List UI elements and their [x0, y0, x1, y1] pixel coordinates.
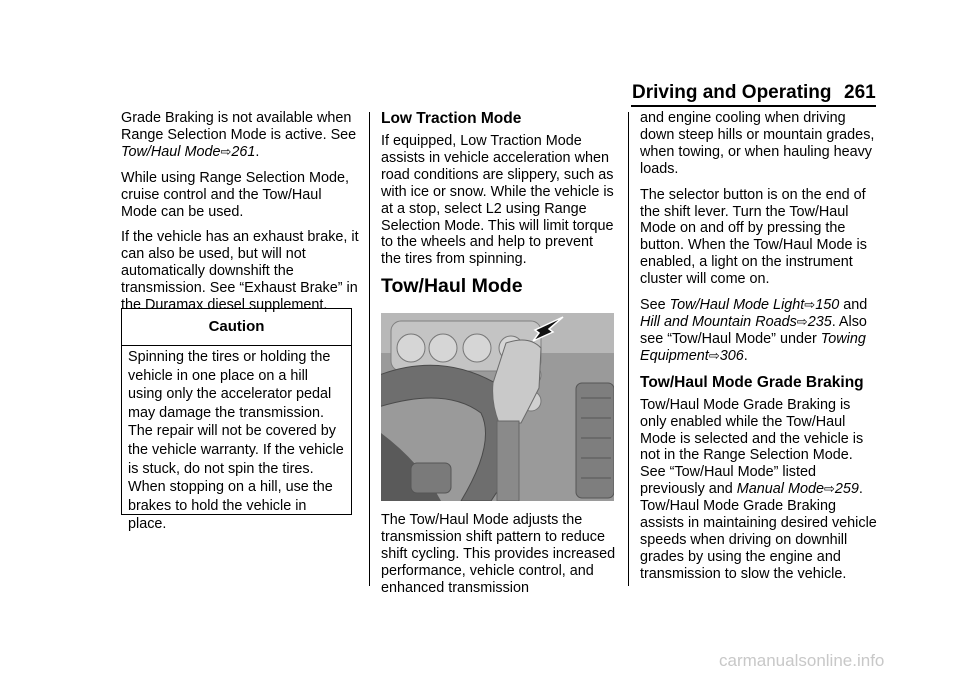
paragraph-text: See [640, 297, 670, 314]
paragraph-grade-braking-detail [640, 397, 880, 583]
heading-tow-haul-mode: Tow/Haul Mode [381, 275, 523, 297]
paragraph-cruise-control: While using Range Selection Mode, cruise control and the Tow/Haul Mode can be used. [121, 169, 349, 220]
caution-title: Caution [208, 318, 265, 335]
paragraph-see-also [640, 297, 880, 365]
paragraph-text: Tow/Haul Mode Grade Braking is only enabled while the Tow/Haul Mode is selected and the vehicle is not in the Range Selection Mode. See “Tow/Haul Mode” listed previously and [640, 396, 864, 498]
column-divider-2 [628, 112, 629, 586]
page-number: 261 [844, 82, 876, 103]
page-ref-arrow-icon: ⇨ [708, 347, 720, 363]
paragraph-text: and [839, 297, 868, 314]
column-1 [121, 110, 359, 323]
paragraph-selector-button: The selector button is on the end of the shift lever. Turn the Tow/Haul Mode on and off by pressing the button. When the Tow/Haul Mode is enabled, a light on the instrument cluster will come on. [640, 186, 867, 288]
section-title: Driving and Operating [632, 82, 832, 103]
link-tow-haul-mode-light[interactable]: Tow/Haul Mode Light [669, 297, 805, 314]
link-tow-haul-mode[interactable]: Tow/Haul Mode [121, 143, 221, 160]
paragraph-text: . Tow/Haul Mode Grade Braking assists in maintaining desired vehicle speeds when driving on downhill grades by using the engine and transmission to slow the vehicle. [640, 481, 877, 582]
link-towing-equipment[interactable]: Towing Equipment [640, 330, 866, 364]
paragraph-text: . Also see “Tow/Haul Mode” under [640, 313, 867, 347]
page-ref-arrow-icon: ⇨ [824, 481, 835, 497]
link-hill-mountain-roads[interactable]: Hill and Mountain Roads [640, 313, 797, 330]
page-ref-arrow-icon: ⇨ [220, 143, 232, 159]
paragraph-engine-cooling: and engine cooling when driving down steep hills or mountain grades, when towing, or when hauling heavy loads. [640, 110, 875, 177]
paragraph-low-traction: If equipped, Low Traction Mode assists in vehicle acceleration when road conditions are slippery, such as with ice or snow. While the vehicle is at a stop, select L2 using Range Selection Mode. This will limit torque to the wheels and help to prevent the tires from spinning. [381, 133, 614, 268]
page-ref-150[interactable]: 150 [815, 297, 840, 314]
paragraph-text: . [743, 347, 748, 364]
watermark: carmanualsonline.info [719, 651, 885, 670]
page-ref-235[interactable]: 235 [807, 313, 832, 330]
caution-divider [122, 345, 351, 346]
caution-box [121, 308, 352, 533]
heading-grade-braking: Tow/Haul Mode Grade Braking [640, 373, 864, 391]
caution-text: Spinning the tires or holding the vehicle in one place on a hill using only the accelerator pedal may damage the transmission. The repair will not be covered by the vehicle warranty. If the vehicle is stuck, do not spin the tires. When stopping on a hill, use the brakes to hold the vehicle in place. [128, 349, 344, 533]
header-rule [631, 105, 876, 107]
shift-lever-illustration [381, 313, 614, 501]
paragraph-text: Grade Braking is not available when Range Selection Mode is active. See [121, 110, 357, 143]
paragraph-exhaust-brake: If the vehicle has an exhaust brake, it can also be used, but will not automatically downshift the transmission. See “Exhaust Brake” in the Duramax diesel supplement. [121, 229, 359, 314]
page-ref-arrow-icon: ⇨ [804, 297, 816, 313]
page-ref-261[interactable]: 261 [231, 143, 256, 160]
column-2-bottom [381, 512, 616, 606]
column-2-top [381, 110, 616, 277]
column-3 [640, 110, 880, 592]
page-ref-306[interactable]: 306 [719, 347, 744, 364]
link-manual-mode[interactable]: Manual Mode [736, 481, 824, 498]
paragraph-tow-haul-intro: The Tow/Haul Mode adjusts the transmission shift pattern to reduce shift cycling. This provides increased performance, vehicle control, and enhanced transmission [381, 512, 616, 596]
heading-low-traction-mode: Low Traction Mode [381, 110, 522, 127]
page-ref-259[interactable]: 259 [834, 481, 859, 498]
page-ref-arrow-icon: ⇨ [796, 313, 808, 329]
paragraph-text: . [255, 143, 260, 160]
column-divider-1 [369, 112, 370, 586]
paragraph-grade-braking [121, 110, 359, 161]
